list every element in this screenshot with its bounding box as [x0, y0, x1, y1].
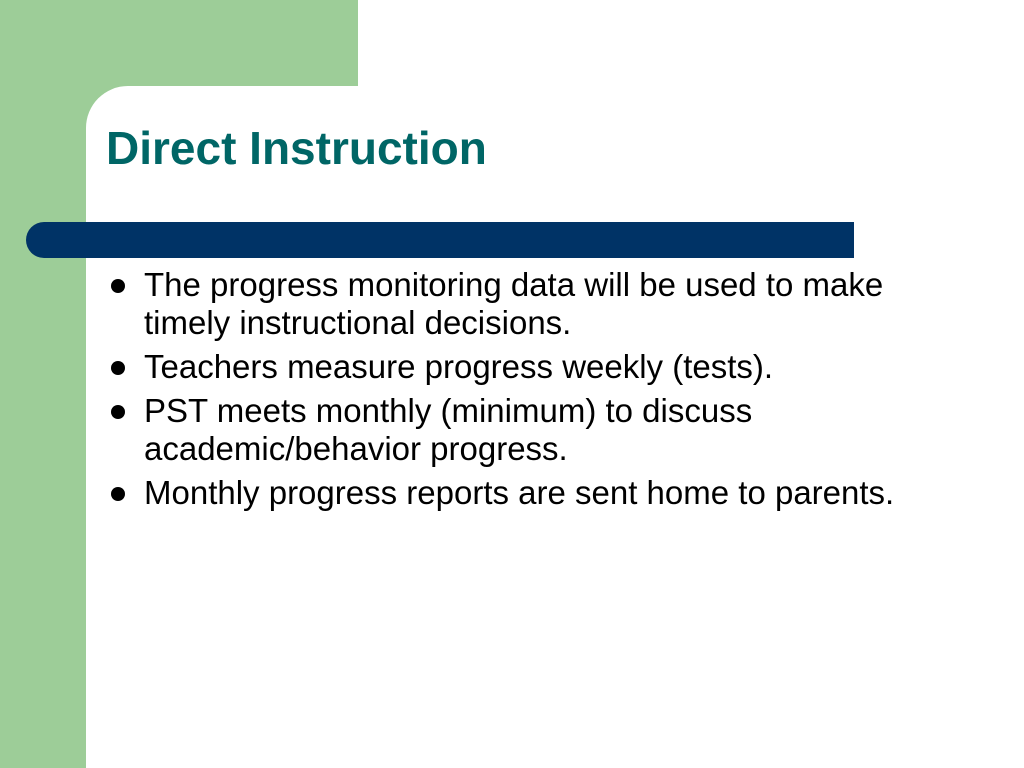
bullet-dot-icon [111, 279, 125, 293]
bullet-text: Monthly progress reports are sent home to parents. [144, 474, 895, 511]
bullet-item [106, 474, 966, 512]
bullet-dot-icon [111, 487, 125, 501]
bullet-dot-icon [111, 361, 125, 375]
title-rule-bar [26, 222, 854, 258]
bullet-item [106, 266, 966, 342]
bullet-text: PST meets monthly (minimum) to discuss academic/behavior progress. [144, 392, 753, 467]
bullet-text: Teachers measure progress weekly (tests). [144, 348, 774, 385]
bullet-dot-icon [111, 405, 125, 419]
bullet-list [106, 266, 966, 518]
bullet-text: The progress monitoring data will be used to make timely instructional decisions. [144, 266, 884, 341]
slide-title: Direct Instruction [106, 122, 487, 174]
bullet-item [106, 348, 966, 386]
bullet-item [106, 392, 966, 468]
